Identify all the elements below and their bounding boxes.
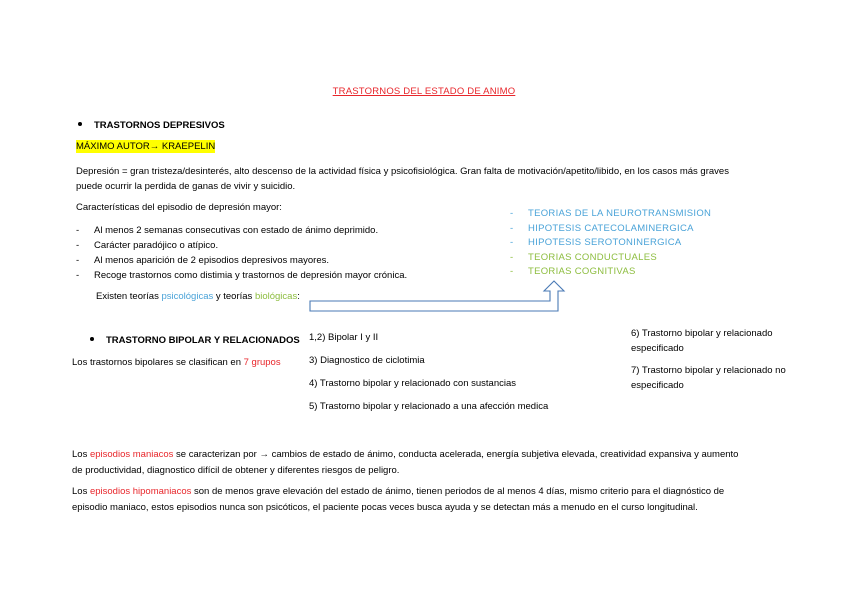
- group-7-line-1: 7) Trastorno bipolar y relacionado no: [631, 365, 786, 376]
- theory-item-cognitivas: [510, 265, 711, 280]
- bipolar-groups-right: [631, 326, 786, 393]
- definition-line-2: puede ocurrir la perdida de ganas de vivir y suicidio.: [76, 181, 296, 192]
- group-item: 1,2) Bipolar I y II: [309, 332, 379, 343]
- theories-intro: [96, 291, 300, 302]
- hypomanic-prefix: Los: [72, 486, 90, 497]
- theories-suffix: :: [297, 291, 300, 302]
- theory-text: TEORIAS DE LA NEUROTRANSMISION: [528, 208, 712, 219]
- max-author-line: [76, 141, 215, 152]
- theories-mid: y teorías: [213, 291, 255, 302]
- list-item: [76, 238, 407, 253]
- manic-highlight: episodios maniacos: [89, 449, 174, 460]
- definition-line-1: Depresión = gran tristeza/desinterés, alto descenso de la actividad física y psicofisiológica. Gran falta de motivación/apetito/libido, en los casos más graves: [76, 166, 729, 177]
- heading-text: TRASTORNO BIPOLAR Y RELACIONADOS: [106, 335, 300, 346]
- dash-marker: -: [76, 225, 80, 236]
- theories-prefix: Existen teorías: [96, 291, 162, 302]
- bullet-icon: [90, 337, 94, 341]
- group-item: 4) Trastorno bipolar y relacionado con sustancias: [309, 378, 517, 389]
- hypomanic-line-2: episodio maniaco, estos episodios nunca son psicóticos, el paciente pocas veces busca ayuda y se detectan más a menudo en el curso longitudinal.: [72, 502, 698, 513]
- manic-line-1: [72, 447, 738, 463]
- dash-marker: -: [510, 237, 514, 248]
- group-item: 3) Diagnostico de ciclotimia: [309, 355, 425, 366]
- group-item: 5) Trastorno bipolar y relacionado a una afección medica: [309, 401, 549, 412]
- document-title: TRASTORNOS DEL ESTADO DE ANIMO: [332, 86, 516, 97]
- bullet-icon: [78, 122, 82, 126]
- hypomanic-line-1-rest: son de menos grave elevación del estado de ánimo, tienen periodos de al menos 4 días, mismo criterio para el diagnóstico de: [191, 486, 725, 497]
- group-6-line-2: especificado: [631, 343, 684, 354]
- theories-list: [510, 207, 711, 280]
- section-heading-bipolar: [90, 335, 300, 346]
- theory-text: HIPOTESIS CATECOLAMINERGICA: [528, 222, 694, 234]
- bipolar-classification: [72, 357, 281, 368]
- classification-prefix: Los trastornos bipolares se clasifican en: [72, 357, 244, 368]
- manic-prefix: Los: [72, 449, 90, 460]
- theory-item-serotoninergica: [510, 236, 711, 251]
- connector-arrow-icon: [300, 280, 570, 316]
- list-item-text: Carácter paradójico o atípico.: [94, 240, 219, 251]
- list-item-text: Recoge trastornos como distimia y trastornos de depresión mayor crónica.: [94, 270, 408, 281]
- theories-psychological: psicológicas: [161, 291, 214, 302]
- manic-line-1-rest: se caracterizan por → cambios de estado de ánimo, conducta acelerada, energía subjetiva elevada, creatividad expansiva y aumento: [173, 449, 739, 460]
- list-item: [76, 223, 407, 238]
- characteristics-label: Características del episodio de depresión mayor:: [76, 202, 282, 213]
- dash-marker: -: [76, 255, 80, 266]
- group-item-6: [631, 326, 786, 356]
- theory-text: TEORIAS COGNITIVAS: [528, 266, 636, 277]
- depression-definition: [76, 164, 729, 194]
- dash-marker: -: [510, 222, 514, 234]
- classification-count: 7 grupos: [243, 357, 281, 368]
- section-heading-depresivos: [78, 120, 225, 131]
- theory-text: TEORIAS CONDUCTUALES: [528, 251, 657, 263]
- theory-item-conductuales: [510, 251, 711, 266]
- group-item-7: [631, 363, 786, 393]
- theory-item-neurotransmision: [510, 207, 711, 222]
- dash-marker: -: [76, 240, 80, 251]
- heading-text: TRASTORNOS DEPRESIVOS: [94, 120, 225, 131]
- dash-marker: -: [76, 270, 80, 281]
- hypomanic-episodes-paragraph: [72, 484, 724, 516]
- theories-biological: biológicas: [254, 291, 298, 302]
- dash-marker: -: [510, 251, 514, 263]
- characteristics-list: [76, 223, 407, 283]
- group-6-line-1: 6) Trastorno bipolar y relacionado: [631, 328, 773, 339]
- hypomanic-line-1: [72, 484, 724, 500]
- dash-marker: -: [510, 208, 514, 219]
- hypomanic-highlight: episodios hipomaniacos: [89, 486, 192, 497]
- theory-text: HIPOTESIS SEROTONINERGICA: [528, 237, 682, 248]
- theory-item-catecolaminergica: [510, 222, 711, 237]
- dash-marker: -: [510, 266, 514, 277]
- list-item-text: Al menos aparición de 2 episodios depresivos mayores.: [94, 255, 329, 266]
- list-item-text: Al menos 2 semanas consecutivas con estado de ánimo deprimido.: [94, 225, 379, 236]
- max-author-highlight: MÁXIMO AUTOR→ KRAEPELIN: [76, 141, 216, 152]
- group-7-line-2: especificado: [631, 380, 684, 391]
- manic-episodes-paragraph: [72, 447, 738, 479]
- list-item: [76, 253, 407, 268]
- bipolar-groups-left: [309, 330, 548, 422]
- manic-line-2: de productividad, diagnostico difícil de obtener y diferentes riesgos de peligro.: [72, 465, 400, 476]
